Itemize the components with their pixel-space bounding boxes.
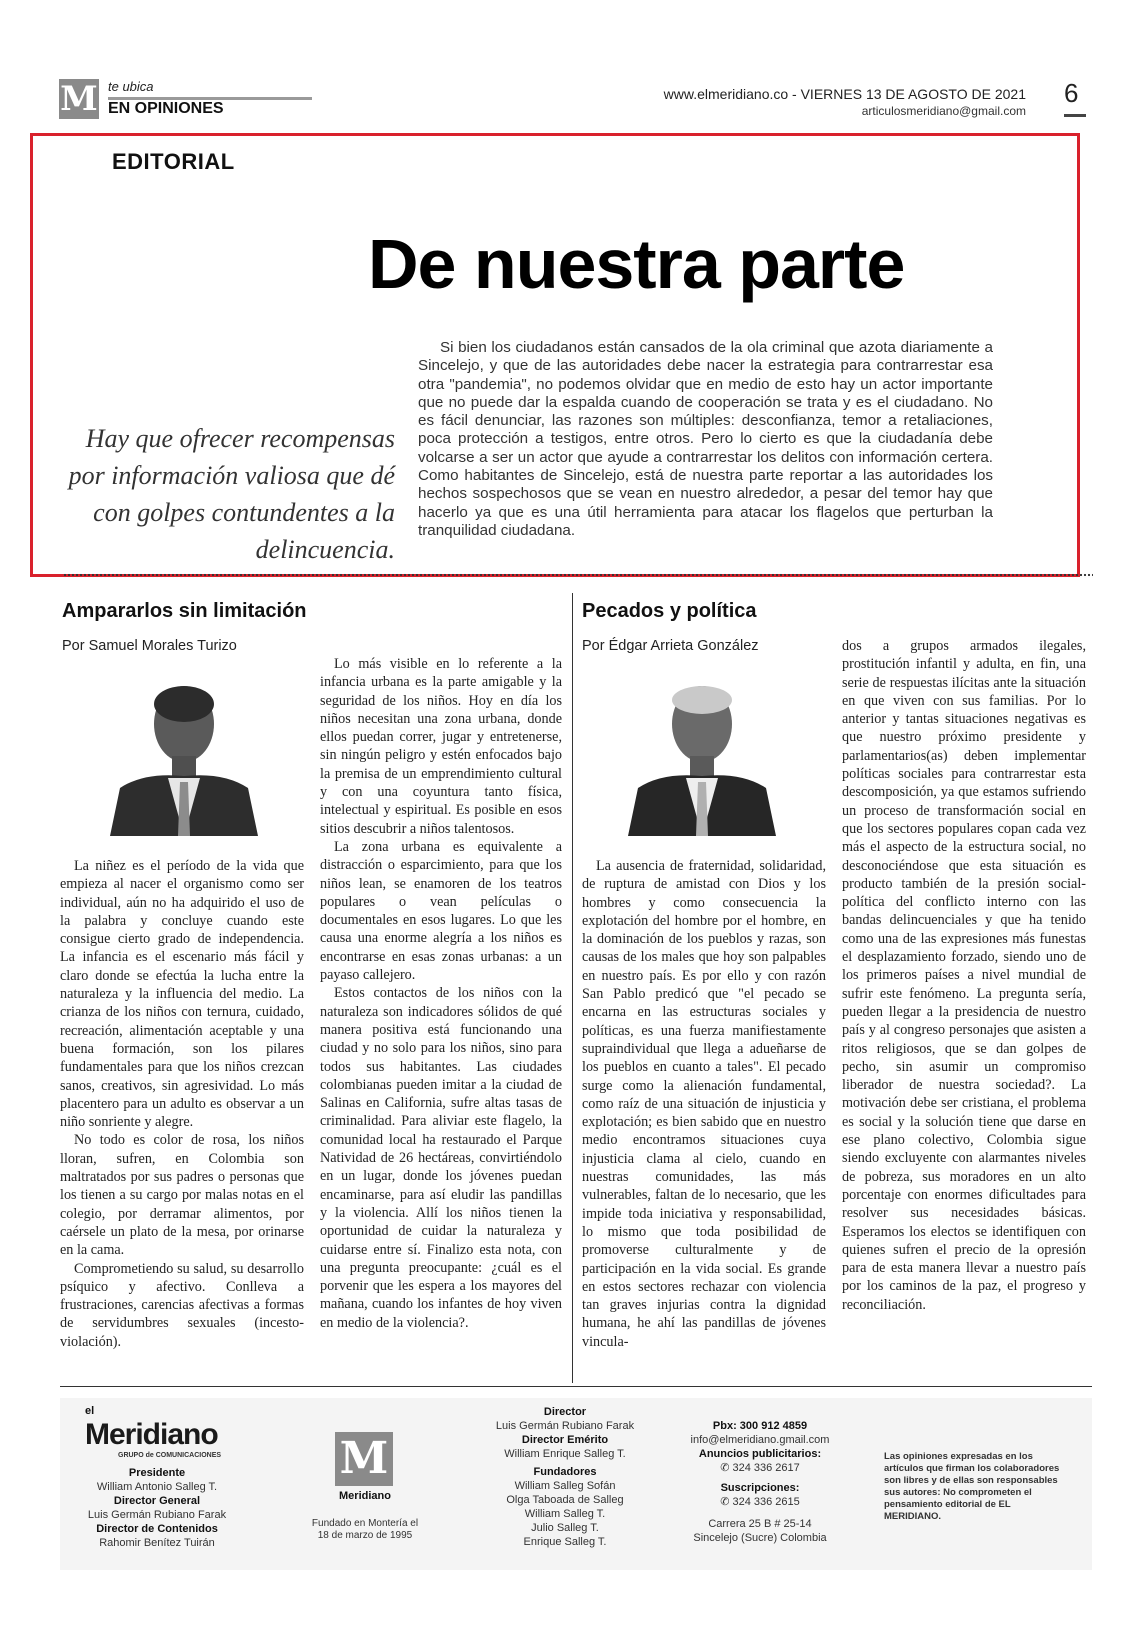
- suscripciones-label: Suscripciones:: [720, 1482, 800, 1494]
- footer-founded: Fundado en Montería el 18 de marzo de 1995: [311, 1518, 419, 1541]
- editorial-pull-quote: Hay que ofrecer recompensas por información valiosa que dé con golpes contundentes a la delincuencia.: [68, 424, 395, 564]
- anuncios-phone: 324 336 2617: [732, 1462, 800, 1474]
- footer-email: info@elmeridiano.gmail.com: [690, 1434, 830, 1446]
- article1-byline: Por Samuel Morales Turizo: [62, 638, 237, 654]
- editorial-label: EDITORIAL: [112, 149, 235, 174]
- article1-paragraph: La zona urbana es equivalente a distracción o esparcimiento, para que los niños lean, se enamoren de los teatros populares o vean películas o documentales en esos lugares. Lo que les causa una enorme alegría a los niños es encontrarse en esas zonas urbanas: a un payaso callejero.: [320, 838, 562, 984]
- footer-directors: [480, 1405, 650, 1549]
- website-date: www.elmeridiano.co - VIERNES 13 DE AGOSTO DE 2021: [663, 86, 1026, 102]
- author-photo-morales: [104, 672, 260, 836]
- director-general-label: Director General: [113, 1495, 201, 1507]
- suscripciones-phone: 324 336 2615: [732, 1496, 800, 1508]
- article2-paragraph: dos a grupos armados ilegales, prostitución infantil y adulta, en fin, una serie de respuestas ilícitas ante la situación en que viven con sus familias. Por lo anterior y tantas situaciones negativas es que nuestro próximo presidente y parlamentarios(as) deben implementar políticas sociales para contrarrestar esta descomposición, ya que estamos sufriendo un proceso de transformación social en que los sectores populares copan cada vez más el aspecto de la estructura social, no desconociéndose que esta situación es producto también de la presión social-política del conflicto interno con las bandas delincuenciales y que ha tenido como una de las expresiones más funestas el desplazamiento forzado, siendo uno de los primeros países a nivel mundial de sufrir este fenómeno. La pregunta sería, pueden llegar a la presidencia de nuestro país y al congreso personajes que asisten a ritos religiosos, que se dan golpes de pecho, sin asumir un compromiso liberador de nuestra sociedad?. La motivación debe ser cristiana, el problema es social y la solución tiene que darse en ese plano colectivo, Colombia sigue siendo excluyente con alarmantes niveles de pobreza, sus moradores en un alto porcentaje con enormes dificultades para resolver sus necesidades básicas. Esperamos los electos se identifiquen con quienes sufren el precio de la opresión para de esta manera llevar a nuestro país por los caminos de la paz, el progreso y reconciliación.: [842, 638, 1086, 1313]
- dotted-divider: [63, 573, 1093, 578]
- author-photo-arrieta: [624, 670, 780, 836]
- footer-rule: [60, 1386, 1092, 1387]
- director-general-name: Luis Germán Rubiano Farak: [87, 1509, 227, 1521]
- article1-column2: [320, 655, 562, 1332]
- fundador: Julio Salleg T.: [531, 1522, 599, 1534]
- anuncios-label: Anuncios publicitarios:: [698, 1448, 822, 1460]
- pbx: Pbx: 300 912 4859: [712, 1420, 808, 1432]
- article2-byline: Por Édgar Arrieta González: [582, 638, 759, 654]
- footer-m-logo: M: [335, 1432, 393, 1486]
- address-line2: Sincelejo (Sucre) Colombia: [693, 1532, 827, 1544]
- director-label: Director: [543, 1406, 587, 1418]
- editorial-body: Si bien los ciudadanos están cansados de la ola criminal que azota diariamente a Sincelejo, y que de las autoridades debe nacer la estrategia para contrarrestar esa otra "pandemia", no podemos olvidar que en medio de esto hay un actor importante que no puede dar la espalda cuando de cooperación se trata y es el ciudadano. No es fácil denunciar, las razones son múltiples: desconfianza, temor a retaliaciones, poca protección a testigos, entre otros. Pero lo cierto es que la ciudadanía debe volcarse a ser un actor que ayude a contrarrestar los delitos con información certera. Como habitantes de Sincelejo, está de nuestra parte reportar a las autoridades los hechos sospechosos que se vean en nuestro alrededor, a pesar del temor hay que hacerlo ya que es una útil herramienta para atacar los flagelos que perturban la tranquilidad ciudadana.: [418, 339, 993, 539]
- address-line1: Carrera 25 B # 25-14: [708, 1518, 812, 1530]
- contact-email: articulosmeridiano@gmail.com: [861, 104, 1026, 118]
- article2-column2: [842, 637, 1086, 1314]
- whatsapp-icon: ✆: [720, 1496, 730, 1508]
- article1-paragraph: La niñez es el período de la vida que empieza al nacer el organismo como ser individual, aún no ha adquirido el uso de la palabra y concluye cuando este consigue cierto grado de independencia. La infancia es el escenario más fácil y claro donde se efectúa la lucha entre la naturaleza y la influencia del medio. La crianza de los niños con ternura, cuidado, recreación, alimentación aceptable y una buena formación, son los pilares fundamentales para que los niños crezcan sanos, creativos, sin agresividad. Lo más placentero para un adulto es observar a un niño sonriente y alegre.: [60, 858, 304, 1131]
- editorial-title: De nuestra parte: [368, 225, 905, 303]
- footer-brand-sub: GRUPO de COMUNICACIONES: [118, 1452, 222, 1459]
- presidente-name: William Antonio Salleg T.: [96, 1481, 218, 1493]
- director-name: Luis Germán Rubiano Farak: [495, 1420, 635, 1432]
- section-name: EN OPINIONES: [108, 100, 224, 117]
- article1-paragraph: Comprometiendo su salud, su desarrollo psíquico y afectivo. Conlleva a frustraciones, carencias afectivas a formas de servidumbres sexuales (incesto-violación).: [60, 1260, 304, 1350]
- article2-paragraph: La ausencia de fraternidad, solidaridad, de ruptura de amistad con Dios y los hombres y como consecuencia la explotación del hombre por el hombre, en la dominación de los pueblos y razas, son causas de los males que hoy son palpables en nuestro país. Es por ello y con razón San Pablo predicó que "el pecado se encarna en las estructuras sociales y políticas, es una fuerza manifiestamente supraindividual que llega a adueñarse de los pueblos en cuanto a tales". El pecado surge como la alienación fundamental, como raíz de una situación de injusticia y explotación; es bien sabido que en nuestro medio encontramos situaciones cuya injusticia clama al cielo, cuando en nuestras comunidades, las más vulnerables, faltan de lo necesario, que les impide toda iniciativa y responsabilidad, lo mismo que toda posibilidad de promoverse culturalmente y de participación en la vida social. Es grande en estos sectores rechazar con violencia tan graves injurias contra la dignidad humana, he ahí las pandillas de jóvenes vincula-: [582, 858, 826, 1350]
- director-contenidos-name: Rahomir Benítez Tuirán: [99, 1537, 215, 1549]
- director-emerito-label: Director Emérito: [521, 1434, 609, 1446]
- footer-contact: [680, 1419, 840, 1545]
- article1-paragraph: Lo más visible en lo referente a la infancia urbana es la parte amigable y la seguridad de los niños. Hoy en día los niños necesitan una zona urbana, donde ellos puedan correr, jugar y entretenerse, sin ningún peligro y estén enfocados bajo la premisa de un emprendimiento cultural y con una coyuntura tanto física, intelectual y espiritual. Es posible en esos sitios descubrir a niños talentosos.: [320, 656, 562, 837]
- director-emerito-name: William Enrique Salleg T.: [504, 1448, 626, 1460]
- footer-brand-name: Meridiano: [85, 1418, 218, 1451]
- fundador: William Salleg Sofán: [514, 1480, 616, 1492]
- article1-title: Ampararlos sin limitación: [62, 600, 307, 622]
- director-contenidos-label: Director de Contenidos: [96, 1523, 218, 1535]
- article2-column1: [582, 857, 826, 1351]
- footer-brand-el: el: [85, 1405, 95, 1417]
- footer-m-logo-name: Meridiano: [339, 1490, 391, 1502]
- fundador: Enrique Salleg T.: [523, 1536, 607, 1548]
- article1-paragraph: Estos contactos de los niños con la naturaleza son indicadores sólidos de qué manera positiva está funcionando una ciudad y no solo para los niños, sino para todos sus habitantes. Las ciudades colombianas pueden imitar a la ciudad de Salinas en California, sufre altas tasas de criminalidad. Para aliviar este flagelo, la comunidad local ha restaurado el Parque Natividad de 26 hectáreas, convirtiéndolo en un lugar, donde los jóvenes puedan encaminarse, para así eludir las pandillas y la violencia. Allí los niños tienen la oportunidad de cuidar la naturaleza y cuidarse entre sí. Finalizo esta nota, con una pregunta preocupante: ¿cuál es el porvenir que les espera a los mayores del mañana, cuando los infantes de hoy viven en medio de la violencia?.: [320, 985, 562, 1331]
- column-divider: [572, 593, 573, 1383]
- whatsapp-icon: ✆: [720, 1462, 730, 1474]
- footer-officers: [82, 1466, 232, 1550]
- footer-disclaimer: Las opiniones expresadas en los artículos que firman los colaboradores son libres y de ellas son responsables sus autores: No comprometen el pensamiento editorial de EL MERIDIANO.: [884, 1451, 1060, 1522]
- fundador: Olga Taboada de Salleg: [506, 1494, 624, 1506]
- meridiano-logo: M: [60, 79, 98, 119]
- section-kicker: te ubica: [108, 79, 154, 94]
- article1-column1: [60, 857, 304, 1351]
- page-number: 6: [1064, 78, 1079, 108]
- presidente-label: Presidente: [128, 1467, 186, 1479]
- page-number-rule: [1064, 114, 1086, 117]
- article2-title: Pecados y política: [582, 600, 757, 622]
- fundadores-label: Fundadores: [533, 1466, 597, 1478]
- article1-paragraph: No todo es color de rosa, los niños lloran, sufren, en Colombia son maltratados por sus padres o personas que los tienen a su cargo por malas notas en el colegio, por derramar alimentos, por caérsele un plato de la mesa, por orinarse en la cama.: [60, 1132, 304, 1259]
- fundador: William Salleg T.: [524, 1508, 606, 1520]
